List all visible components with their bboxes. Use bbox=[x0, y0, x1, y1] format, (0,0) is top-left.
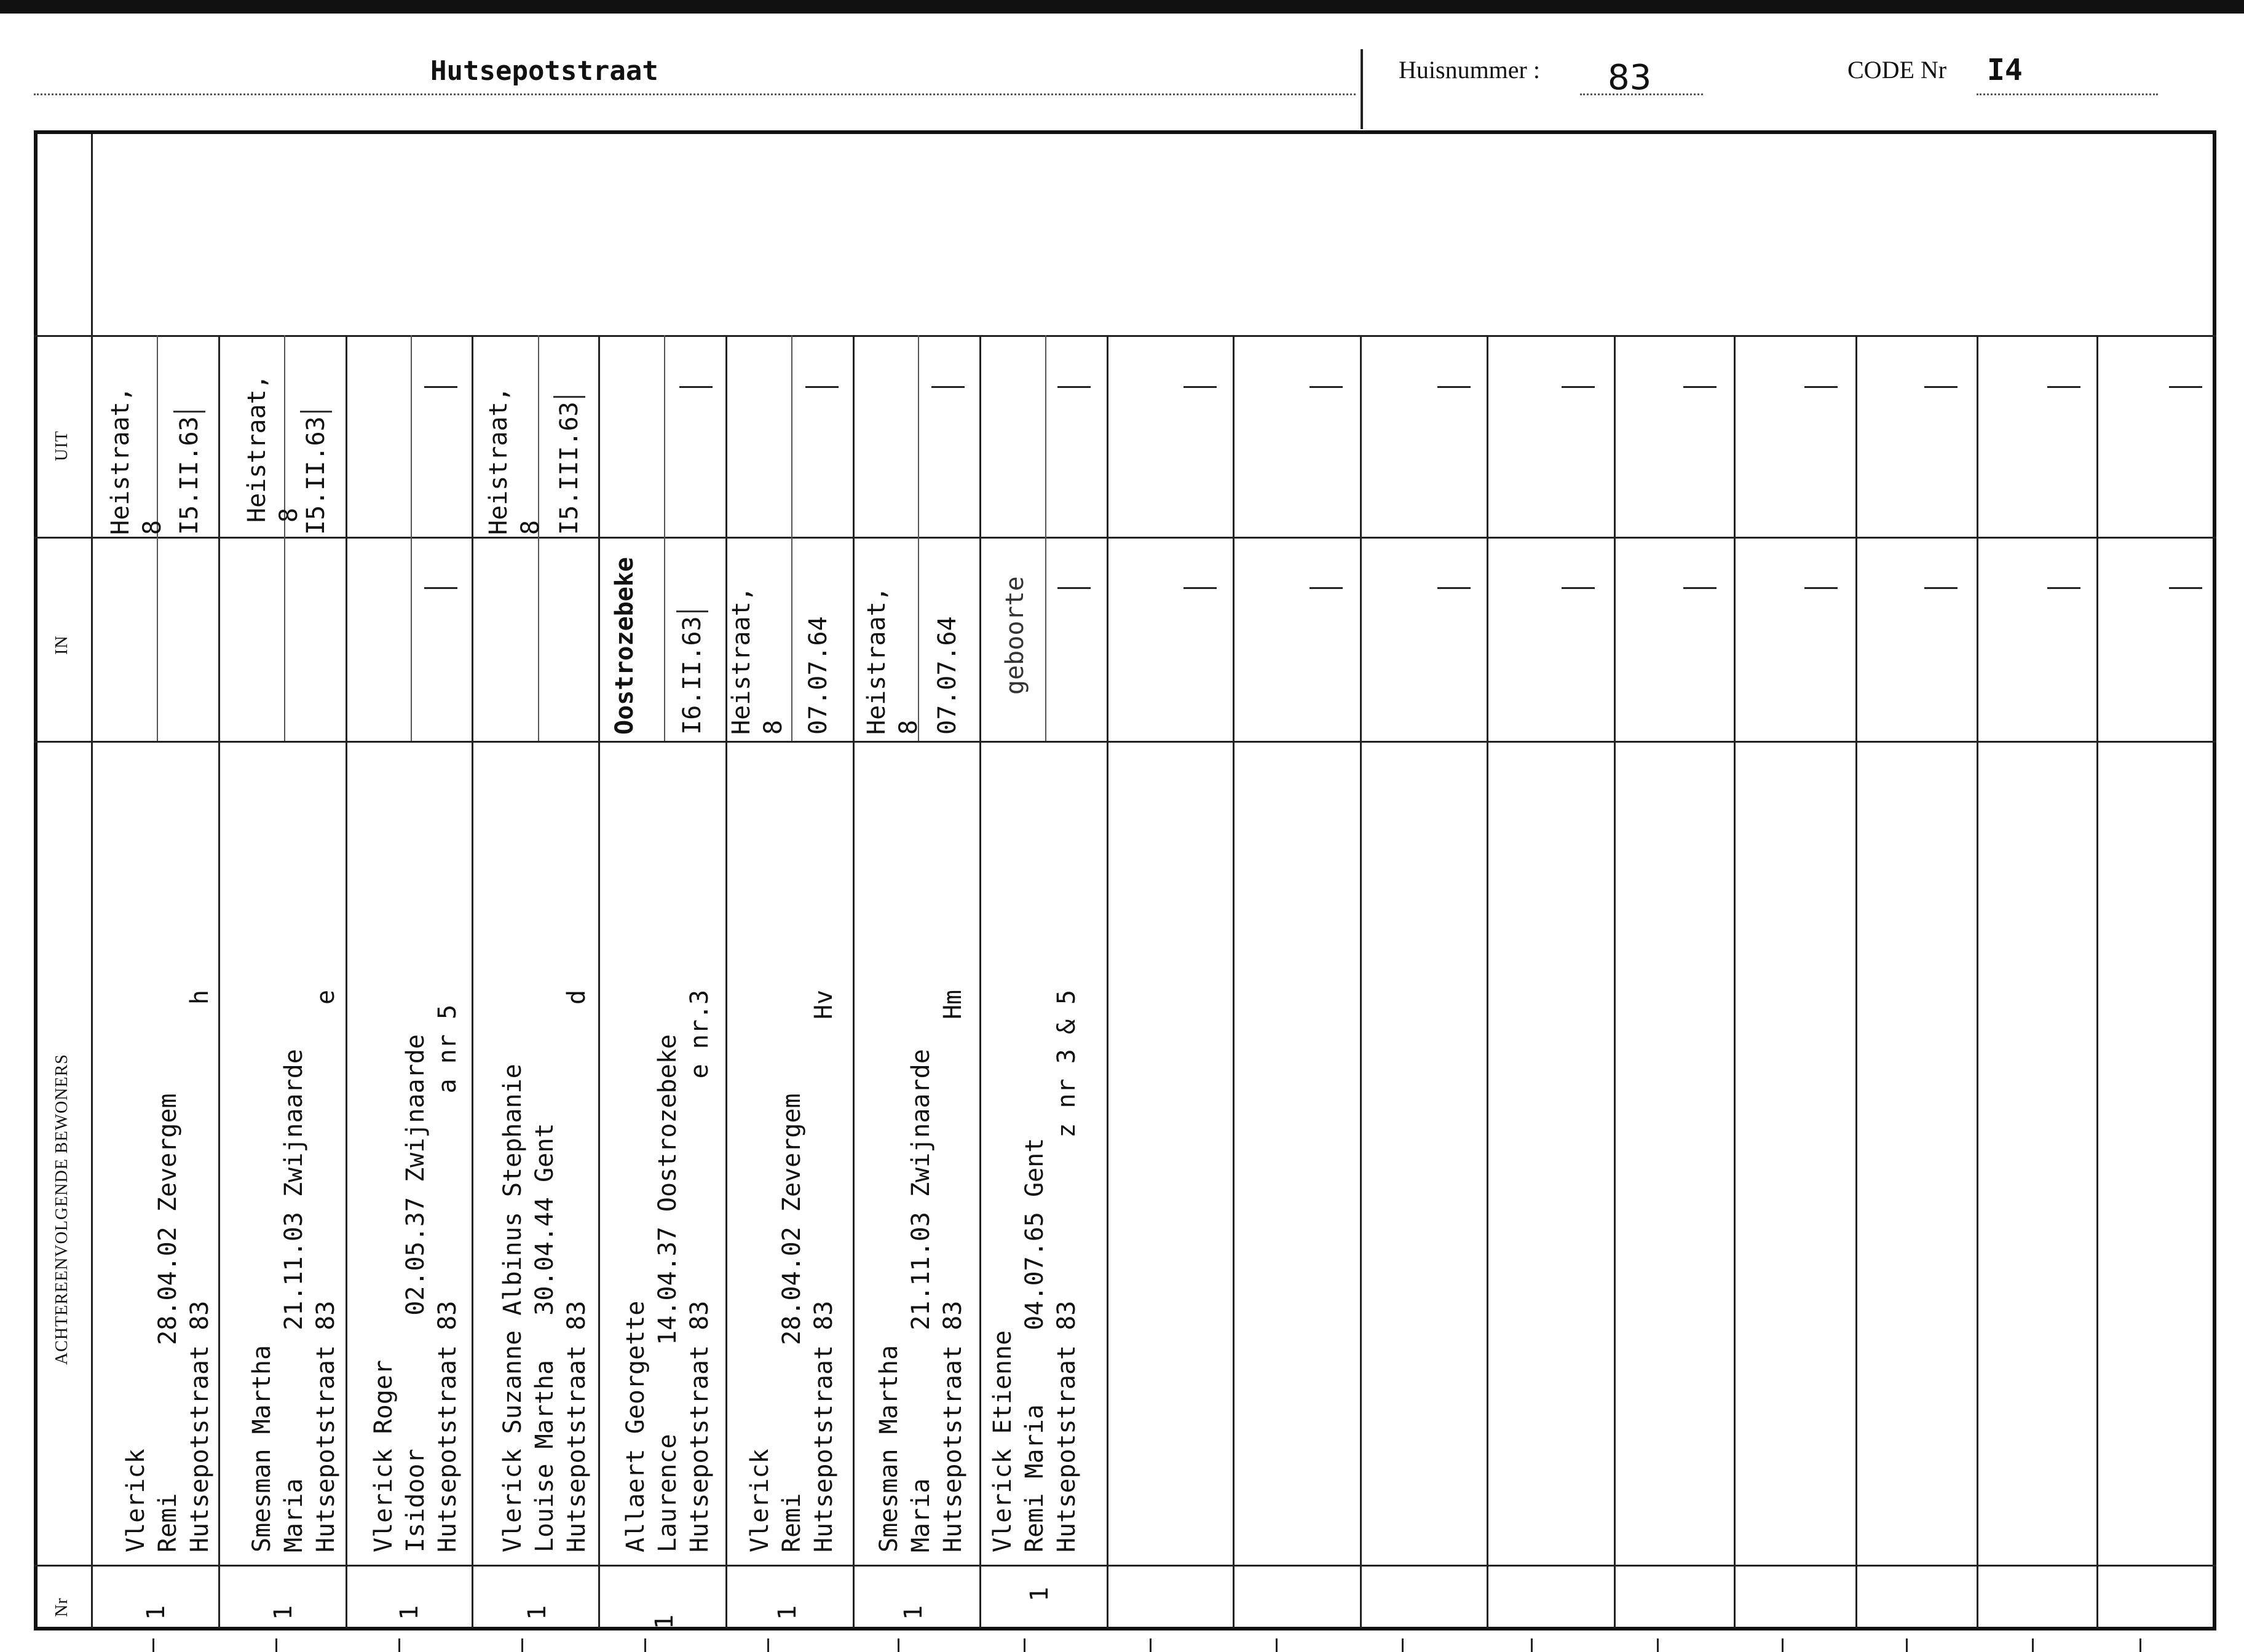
empty-dash bbox=[424, 386, 457, 388]
resident-nr: 1 bbox=[1025, 1586, 1054, 1602]
resident-nr: 1 bbox=[773, 1605, 802, 1620]
column-separator bbox=[598, 335, 600, 1628]
bottom-tick bbox=[1782, 1638, 1784, 1652]
column-separator bbox=[346, 335, 347, 1628]
bottom-tick bbox=[1906, 1638, 1908, 1652]
huisnummer-dotted-line bbox=[1580, 93, 1703, 95]
band-line-nr-top bbox=[34, 1565, 2216, 1567]
empty-dash bbox=[931, 386, 965, 388]
bottom-tick bbox=[398, 1638, 400, 1652]
bottom-tick bbox=[2032, 1638, 2034, 1652]
column-separator bbox=[1614, 335, 1616, 1628]
column-separator bbox=[1360, 335, 1362, 1628]
column-separator bbox=[1734, 335, 1736, 1628]
bottom-tick bbox=[2139, 1638, 2141, 1652]
empty-dash bbox=[805, 386, 839, 388]
label-uit: UIT bbox=[52, 430, 71, 461]
resident-entry: Vlerick Suzanne Albinus Stephanie Louise Martha 30.04.44 Gent Hutsepotstraat 83 d bbox=[499, 989, 591, 1552]
code-value: I4 bbox=[1987, 53, 2023, 87]
resident-entry: Vlerick Remi 28.04.02 Zevergem Hutsepotstraat 83 h bbox=[122, 989, 214, 1552]
empty-dash bbox=[1683, 587, 1717, 589]
resident-nr: 1 bbox=[269, 1605, 298, 1620]
band-line-uit-top bbox=[34, 335, 2216, 337]
bottom-tick bbox=[275, 1638, 277, 1652]
uit-date: I5.II.63 bbox=[173, 411, 205, 535]
bottom-tick bbox=[1531, 1638, 1533, 1652]
label-bewoners: ACHTEREENVOLGENDE BEWONERS bbox=[52, 1054, 71, 1365]
resident-entry: Smesman Martha Maria 21.11.03 Zwijnaarde Hutsepotstraat 83 e bbox=[248, 989, 340, 1552]
uit-place: Heistraat, 8 bbox=[106, 387, 167, 535]
code-label: CODE Nr bbox=[1847, 56, 1947, 84]
band-line-bewoners-top bbox=[34, 741, 2216, 743]
street-dotted-line bbox=[34, 93, 1356, 95]
column-separator bbox=[1977, 335, 1978, 1628]
resident-nr: 1 bbox=[899, 1605, 928, 1620]
empty-dash bbox=[679, 386, 713, 388]
empty-dash bbox=[1437, 386, 1471, 388]
empty-dash bbox=[2047, 386, 2080, 388]
label-nr: Nr bbox=[52, 1597, 71, 1617]
resident-nr: 1 bbox=[523, 1605, 551, 1620]
empty-dash bbox=[1924, 587, 1958, 589]
empty-dash bbox=[1924, 386, 1958, 388]
top-edge-bar bbox=[0, 0, 2244, 14]
huisnummer-label: Huisnummer : bbox=[1399, 56, 1540, 84]
in-place: Oostrozebeke bbox=[610, 557, 639, 735]
bottom-tick bbox=[1024, 1638, 1025, 1652]
empty-dash bbox=[424, 587, 457, 589]
resident-nr: 1 bbox=[142, 1605, 170, 1620]
sub-column-separator bbox=[664, 335, 665, 741]
resident-entry: Vlerick Etienne Remi Maria 04.07.65 Gent Hutsepotstraat 83 z nr 3 & 5 bbox=[989, 989, 1081, 1552]
column-separator bbox=[979, 335, 981, 1628]
uit-date: I5.III.63 bbox=[553, 396, 585, 535]
in-date: I6.II.63 bbox=[676, 611, 708, 735]
bottom-tick bbox=[1657, 1638, 1659, 1652]
empty-dash bbox=[1057, 587, 1091, 589]
bottom-tick bbox=[152, 1638, 154, 1652]
empty-dash bbox=[1804, 386, 1838, 388]
empty-dash bbox=[1310, 386, 1343, 388]
resident-entry: Vlerick Roger Isidoor 02.05.37 Zwijnaarde Hutsepotstraat 83 a nr 5 bbox=[369, 1004, 462, 1552]
empty-dash bbox=[1804, 587, 1838, 589]
resident-entry: Vlerick Remi 28.04.02 Zevergem Hutsepotstraat 83 Hv bbox=[746, 989, 838, 1552]
empty-dash bbox=[1437, 587, 1471, 589]
in-place: Heistraat, 8 bbox=[727, 587, 788, 735]
in-date: 07.07.64 bbox=[933, 616, 962, 735]
empty-dash bbox=[1310, 587, 1343, 589]
empty-dash bbox=[1057, 386, 1091, 388]
bottom-tick bbox=[521, 1638, 523, 1652]
empty-dash bbox=[1683, 386, 1717, 388]
column-separator bbox=[725, 335, 727, 1628]
header-separator bbox=[1361, 49, 1363, 129]
register-table bbox=[34, 130, 2216, 1630]
bottom-tick bbox=[644, 1638, 646, 1652]
uit-place: Heistraat, 8 bbox=[484, 387, 545, 535]
in-place: geboorte bbox=[1001, 576, 1029, 695]
in-date: 07.07.64 bbox=[804, 616, 832, 735]
band-line-in-top bbox=[34, 537, 2216, 539]
street-name: Hutsepotstraat bbox=[430, 55, 658, 87]
huisnummer-value: 83 bbox=[1608, 58, 1652, 98]
bottom-tick bbox=[767, 1638, 769, 1652]
column-separator bbox=[2096, 335, 2098, 1628]
column-separator bbox=[1107, 335, 1108, 1628]
resident-nr: 1 bbox=[395, 1605, 424, 1620]
bottom-tick bbox=[1276, 1638, 1278, 1652]
resident-entry: Allaert Georgette Laurence 14.04.37 Oostrozebeke Hutsepotstraat 83 e nr.3 bbox=[622, 989, 714, 1552]
empty-dash bbox=[1562, 587, 1595, 589]
label-column-separator bbox=[91, 134, 93, 1628]
column-separator bbox=[1487, 335, 1488, 1628]
empty-dash bbox=[2169, 386, 2202, 388]
bottom-tick bbox=[1402, 1638, 1404, 1652]
in-place: Heistraat, 8 bbox=[863, 587, 923, 735]
empty-dash bbox=[2169, 587, 2202, 589]
empty-dash bbox=[1562, 386, 1595, 388]
code-dotted-line bbox=[1977, 93, 2158, 95]
empty-dash bbox=[1183, 386, 1217, 388]
uit-date: I5.II.63 bbox=[300, 411, 332, 535]
column-separator bbox=[1855, 335, 1857, 1628]
column-separator bbox=[472, 335, 473, 1628]
resident-entry: Smesman Martha Maria 21.11.03 Zwijnaarde Hutsepotstraat 83 Hm bbox=[875, 989, 967, 1552]
column-separator bbox=[1233, 335, 1235, 1628]
bottom-tick bbox=[1150, 1638, 1152, 1652]
sub-column-separator bbox=[1045, 335, 1046, 741]
sub-column-separator bbox=[411, 335, 412, 741]
resident-nr: 1 bbox=[650, 1614, 679, 1629]
label-in: IN bbox=[52, 635, 71, 655]
column-separator bbox=[218, 335, 220, 1628]
bottom-tick bbox=[898, 1638, 899, 1652]
sub-column-separator bbox=[791, 335, 792, 741]
uit-place: Heistraat, 8 bbox=[243, 374, 303, 523]
empty-dash bbox=[1183, 587, 1217, 589]
column-separator bbox=[853, 335, 855, 1628]
empty-dash bbox=[2047, 587, 2080, 589]
